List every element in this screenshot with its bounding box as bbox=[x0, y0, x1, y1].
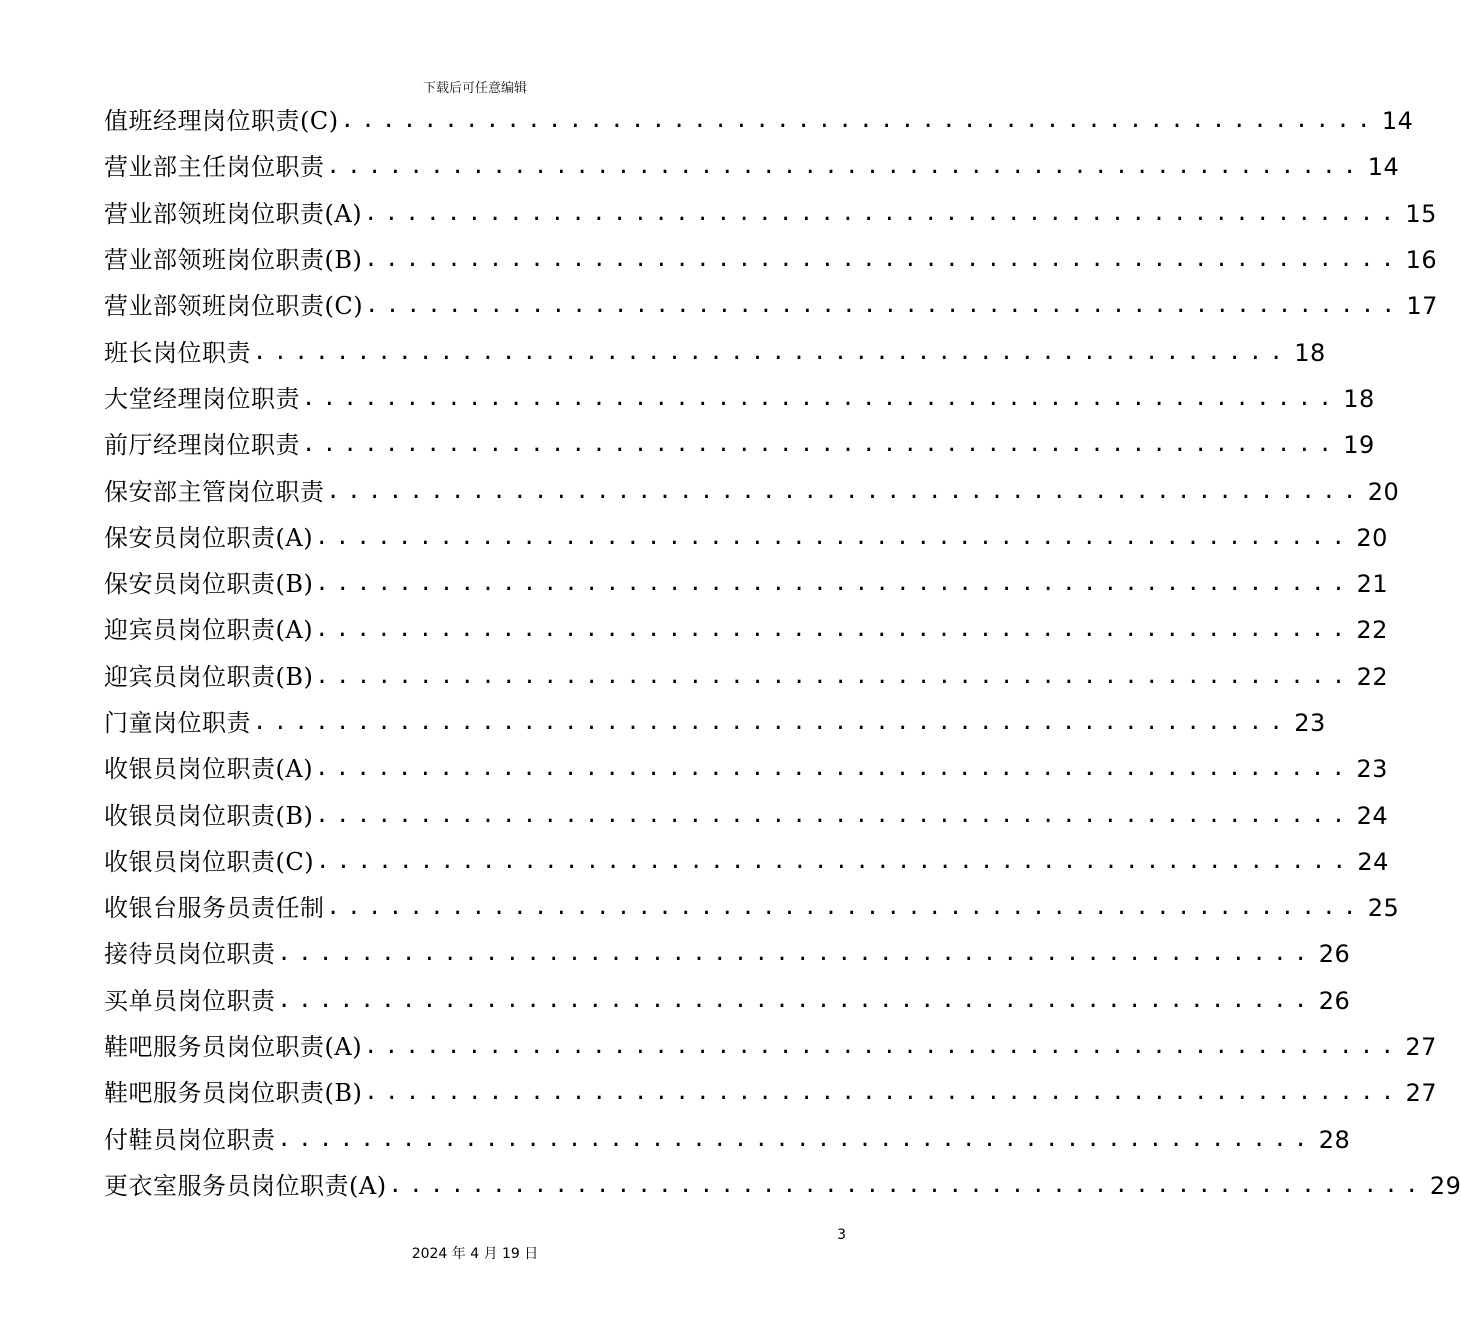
toc-entry-page: 18 bbox=[1343, 384, 1375, 413]
toc-dot-leader: .................................................. bbox=[253, 710, 1291, 735]
toc-entry[interactable] bbox=[104, 237, 1438, 283]
toc-dot-leader: .................................................. bbox=[365, 293, 1403, 319]
toc-entry-page: 27 bbox=[1405, 1033, 1437, 1062]
toc-dot-leader: .................................................. bbox=[364, 247, 1402, 273]
toc-dot-leader: .................................................. bbox=[315, 756, 1353, 782]
toc-entry-page: 26 bbox=[1318, 940, 1351, 969]
toc-entry[interactable] bbox=[104, 329, 1326, 375]
toc-entry-page: 20 bbox=[1367, 477, 1400, 506]
toc-dot-leader: .................................................. bbox=[326, 154, 1364, 180]
toc-dot-leader: .................................................. bbox=[277, 941, 1315, 967]
toc-entry[interactable] bbox=[104, 839, 1389, 885]
toc-entry[interactable] bbox=[104, 700, 1326, 746]
toc-dot-leader: .................................................. bbox=[277, 1126, 1315, 1152]
toc-dot-leader: .................................................. bbox=[315, 802, 1353, 828]
toc-entry-page: 16 bbox=[1405, 246, 1438, 275]
toc-entry[interactable] bbox=[104, 746, 1388, 792]
toc-entry-page: 28 bbox=[1318, 1125, 1351, 1154]
toc-dot-leader: .................................................. bbox=[315, 663, 1353, 689]
toc-entry-page: 19 bbox=[1343, 431, 1375, 460]
toc-entry[interactable] bbox=[104, 1024, 1437, 1070]
toc-dot-leader: .................................................. bbox=[364, 200, 1402, 226]
toc-entry[interactable] bbox=[104, 607, 1388, 653]
toc-entry[interactable] bbox=[104, 144, 1400, 190]
toc-entry-title: 值班经理岗位职责(C) bbox=[104, 107, 339, 136]
toc-entry-title: 保安员岗位职责(B) bbox=[104, 570, 314, 599]
toc-entry[interactable] bbox=[104, 1117, 1351, 1163]
toc-entry[interactable] bbox=[104, 283, 1438, 329]
toc-entry-page: 15 bbox=[1405, 199, 1437, 228]
toc-entry-page: 27 bbox=[1405, 1079, 1438, 1108]
toc-entry-page: 17 bbox=[1406, 292, 1438, 321]
toc-entry-page: 24 bbox=[1356, 801, 1389, 830]
toc-entry[interactable] bbox=[104, 98, 1414, 144]
toc-dot-leader: .................................................. bbox=[302, 432, 1340, 458]
toc-entry-page: 14 bbox=[1381, 107, 1414, 136]
footer-date: 2024 年 4 月 19 日 bbox=[411, 1246, 539, 1262]
toc-entry-page: 29 bbox=[1429, 1171, 1461, 1200]
toc-entry-title: 鞋吧服务员岗位职责(A) bbox=[104, 1033, 363, 1062]
toc-entry[interactable] bbox=[104, 1163, 1461, 1209]
toc-entry-title: 保安部主管岗位职责 bbox=[104, 477, 325, 506]
toc-entry-page: 24 bbox=[1357, 847, 1389, 876]
toc-entry[interactable] bbox=[104, 376, 1375, 422]
toc-entry-title: 收银员岗位职责(A) bbox=[104, 755, 314, 784]
toc-entry-page: 18 bbox=[1294, 338, 1326, 367]
toc-entry-title: 接待员岗位职责 bbox=[104, 940, 276, 969]
toc-entry-page: 23 bbox=[1356, 755, 1388, 784]
toc-entry-page: 23 bbox=[1294, 709, 1326, 737]
toc-dot-leader: .................................................. bbox=[315, 524, 1353, 550]
page-number: 3 bbox=[837, 1227, 846, 1243]
toc-entry[interactable] bbox=[104, 931, 1351, 977]
toc-entry-title: 营业部领班岗位职责(C) bbox=[104, 292, 364, 321]
toc-entry[interactable] bbox=[104, 792, 1389, 838]
toc-entry[interactable] bbox=[104, 561, 1389, 607]
toc-dot-leader: .................................................. bbox=[253, 339, 1291, 365]
toc-entry-title: 保安员岗位职责(A) bbox=[104, 523, 314, 552]
toc-dot-leader: .................................................. bbox=[388, 1172, 1426, 1198]
toc-entry-title: 营业部领班岗位职责(A) bbox=[104, 199, 363, 228]
toc-entry-title: 营业部领班岗位职责(B) bbox=[104, 246, 363, 275]
toc-entry[interactable] bbox=[104, 978, 1351, 1024]
toc-dot-leader: .................................................. bbox=[364, 1034, 1402, 1060]
toc-dot-leader: .................................................. bbox=[315, 617, 1353, 643]
toc-dot-leader: .................................................. bbox=[316, 848, 1354, 874]
toc-entry-title: 门童岗位职责 bbox=[104, 709, 251, 737]
toc-entry-title: 付鞋员岗位职责 bbox=[104, 1125, 276, 1154]
toc-entry[interactable] bbox=[104, 515, 1388, 561]
toc-dot-leader: .................................................. bbox=[277, 987, 1315, 1013]
toc-entry-page: 25 bbox=[1367, 894, 1400, 923]
toc-entry-title: 收银员岗位职责(B) bbox=[104, 801, 314, 830]
toc-entry[interactable] bbox=[104, 654, 1389, 700]
toc-entry[interactable] bbox=[104, 468, 1400, 514]
table-of-contents bbox=[104, 98, 1461, 1209]
toc-entry-page: 22 bbox=[1356, 662, 1389, 691]
toc-entry-page: 22 bbox=[1356, 616, 1388, 645]
toc-dot-leader: .................................................. bbox=[326, 895, 1364, 921]
toc-entry-title: 迎宾员岗位职责(A) bbox=[104, 616, 314, 645]
toc-dot-leader: .................................................. bbox=[364, 1080, 1402, 1106]
toc-entry-title: 收银员岗位职责(C) bbox=[104, 847, 315, 876]
toc-entry-title: 大堂经理岗位职责 bbox=[104, 384, 300, 413]
toc-entry-title: 营业部主任岗位职责 bbox=[104, 153, 325, 182]
toc-dot-leader: .................................................. bbox=[326, 478, 1364, 504]
toc-entry-title: 收银台服务员责任制 bbox=[104, 894, 325, 923]
toc-dot-leader: .................................................. bbox=[315, 571, 1353, 597]
toc-entry-page: 20 bbox=[1356, 523, 1388, 552]
toc-entry[interactable] bbox=[104, 422, 1375, 468]
toc-entry-page: 21 bbox=[1356, 570, 1389, 599]
toc-entry-title: 迎宾员岗位职责(B) bbox=[104, 662, 314, 691]
toc-dot-leader: .................................................. bbox=[340, 108, 1378, 134]
toc-entry-title: 班长岗位职责 bbox=[104, 338, 251, 367]
header-note: 下载后可任意编辑 bbox=[422, 81, 527, 96]
toc-entry[interactable] bbox=[104, 191, 1437, 237]
toc-dot-leader: .................................................. bbox=[302, 385, 1340, 411]
toc-entry-title: 更衣室服务员岗位职责(A) bbox=[104, 1171, 387, 1200]
toc-entry-title: 买单员岗位职责 bbox=[104, 986, 276, 1015]
toc-entry-title: 前厅经理岗位职责 bbox=[104, 431, 300, 460]
toc-entry-title: 鞋吧服务员岗位职责(B) bbox=[104, 1079, 363, 1108]
toc-entry-page: 26 bbox=[1318, 986, 1351, 1015]
toc-entry[interactable] bbox=[104, 885, 1400, 931]
toc-entry[interactable] bbox=[104, 1070, 1438, 1116]
toc-entry-page: 14 bbox=[1367, 153, 1400, 182]
